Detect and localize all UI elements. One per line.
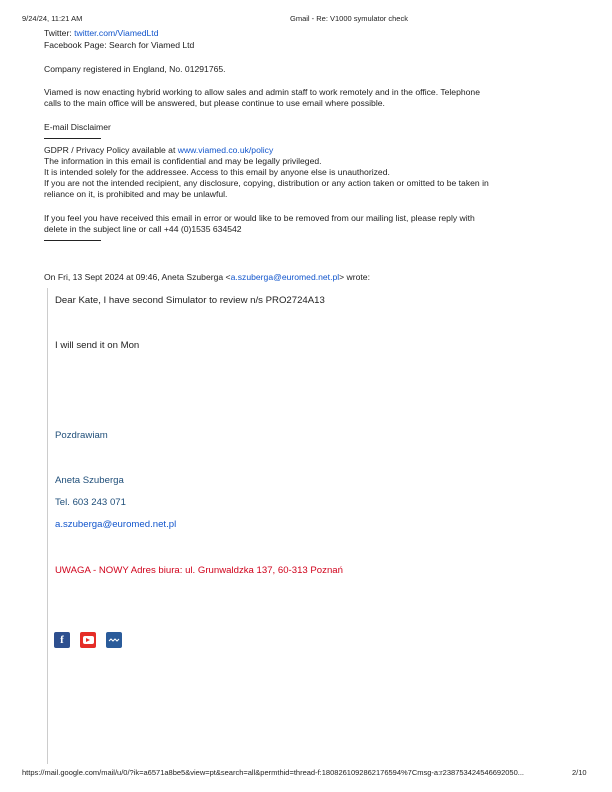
twitter-link[interactable]: twitter.com/ViamedLtd bbox=[74, 28, 159, 38]
twitter-label: Twitter: bbox=[44, 28, 75, 38]
gdpr-line bbox=[44, 145, 564, 156]
vimeo-icon[interactable] bbox=[106, 632, 122, 648]
facebook-icon[interactable]: f bbox=[54, 632, 70, 648]
youtube-icon[interactable] bbox=[80, 632, 96, 648]
confidential-line-4: reliance on it, is prohibited and may be unlawful. bbox=[44, 189, 228, 199]
quote-bar bbox=[47, 288, 48, 764]
company-registration: Company registered in England, No. 01291765. bbox=[44, 64, 226, 74]
confidential-line-3: If you are not the intended recipient, any disclosure, copying, distribution or any action taken or omitted to be taken in bbox=[44, 178, 489, 188]
sig-name: Aneta Szuberga bbox=[55, 475, 124, 486]
sig-email-link[interactable]: a.szuberga@euromed.net.pl bbox=[55, 519, 177, 530]
quote-attribution bbox=[44, 272, 564, 283]
quote-sender-email[interactable]: a.szuberga@euromed.net.pl bbox=[230, 272, 340, 282]
quote-suffix: > wrote: bbox=[339, 272, 370, 282]
signature-end-divider bbox=[44, 240, 101, 241]
disclaimer-divider bbox=[44, 138, 101, 139]
sig-phone: Tel. 603 243 071 bbox=[55, 497, 126, 508]
print-datetime: 9/24/24, 11:21 AM bbox=[22, 14, 83, 23]
remove-line-2: delete in the subject line or call +44 (0)1535 634542 bbox=[44, 224, 242, 234]
print-title: Gmail - Re: V1000 symulator check bbox=[290, 14, 408, 23]
quoted-line-2: I will send it on Mon bbox=[55, 340, 140, 351]
office-address-notice: UWAGA - NOWY Adres biura: ul. Grunwaldzka 137, 60-313 Poznań bbox=[55, 565, 343, 576]
page-number: 2/10 bbox=[572, 768, 587, 777]
policy-link[interactable]: www.viamed.co.uk/policy bbox=[177, 145, 274, 155]
gdpr-label: GDPR / Privacy Policy available at bbox=[44, 145, 178, 155]
quote-prefix: On Fri, 13 Sept 2024 at 09:46, Aneta Szuberga < bbox=[44, 272, 231, 282]
sig-greeting: Pozdrawiam bbox=[55, 430, 108, 441]
print-url: https://mail.google.com/mail/u/0/?ik=a6571a8be5&view=pt&search=all&permthid=thread-f:1808261092862176594%7Cmsg-a:r238753424546692050... bbox=[22, 768, 525, 777]
confidential-line-2: It is intended solely for the addressee. Access to this email by anyone else is unauthorized. bbox=[44, 167, 390, 177]
facebook-line: Facebook Page: Search for Viamed Ltd bbox=[44, 40, 195, 50]
disclaimer-title: E-mail Disclaimer bbox=[44, 122, 111, 132]
twitter-line bbox=[44, 28, 564, 39]
quoted-line-1: Dear Kate, I have second Simulator to review n/s PRO2724A13 bbox=[55, 295, 325, 306]
hybrid-working-line-1: Viamed is now enacting hybrid working to allow sales and admin staff to work remotely and in the office. Telephone bbox=[44, 87, 480, 97]
hybrid-working-line-2: calls to the main office will be answered, but please continue to use email where possible. bbox=[44, 98, 385, 108]
confidential-line-1: The information in this email is confidential and may be legally privileged. bbox=[44, 156, 322, 166]
remove-line-1: If you feel you have received this email in error or would like to be removed from our mailing list, please reply with bbox=[44, 213, 475, 223]
